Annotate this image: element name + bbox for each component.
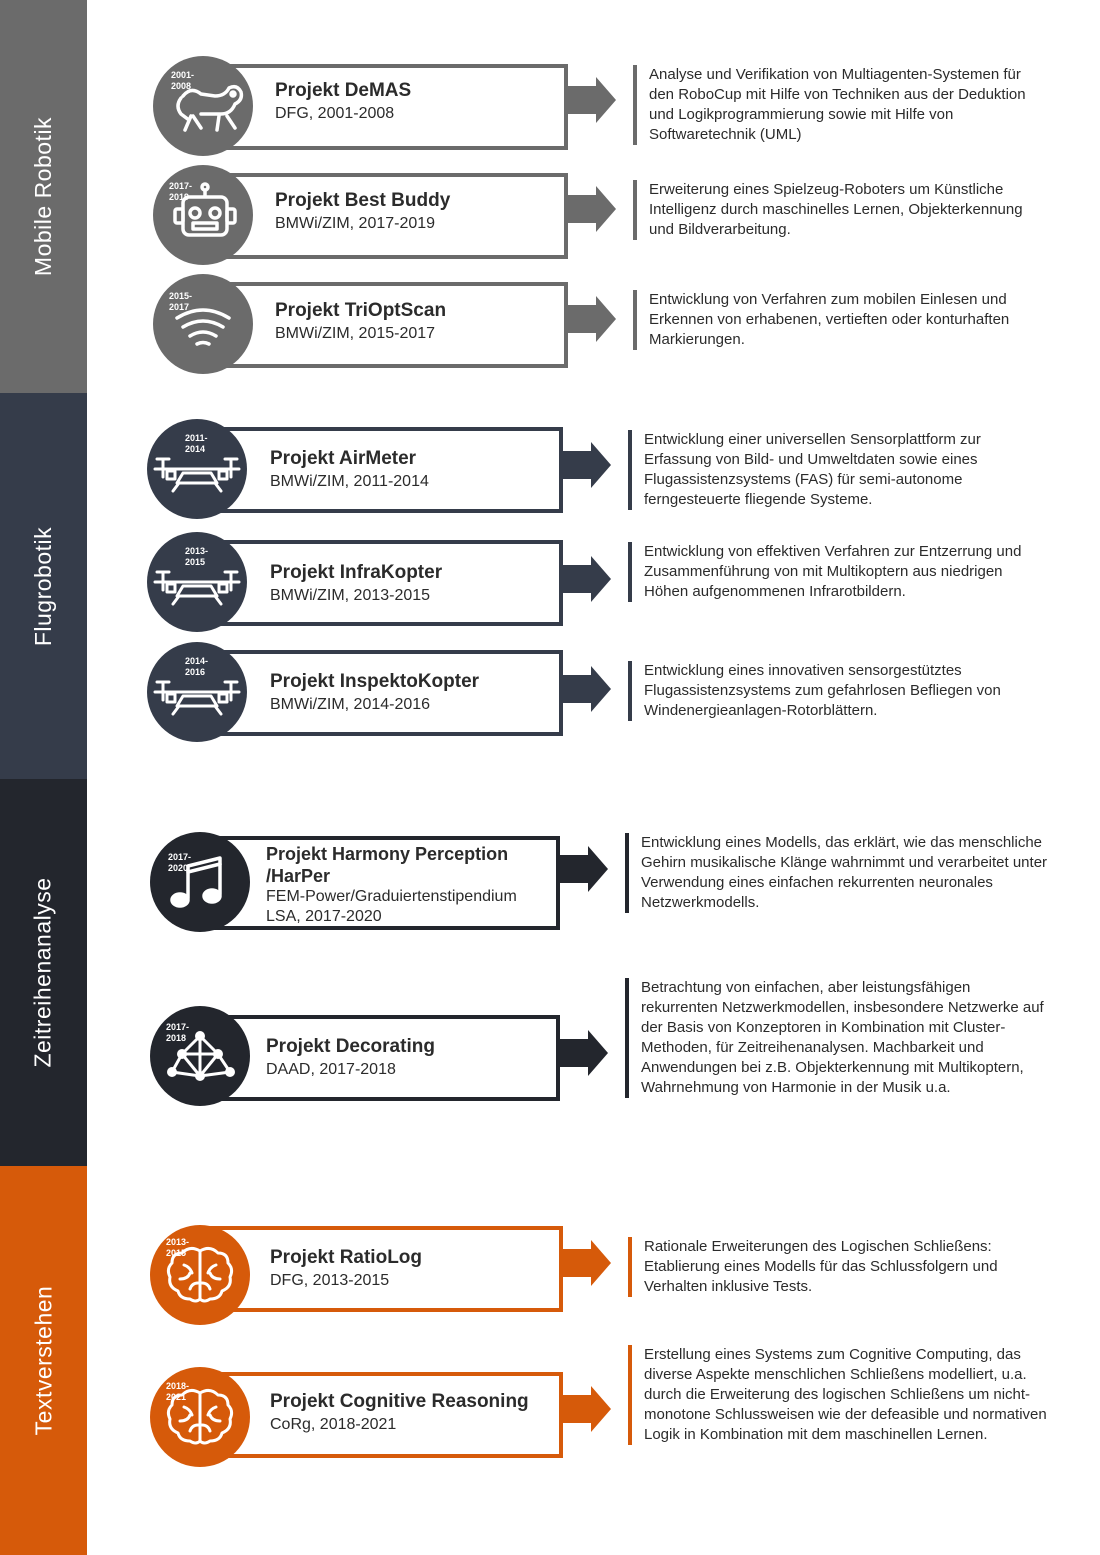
section-label: Zeitreihenanalyse	[30, 877, 56, 1068]
arrow-icon	[561, 1386, 613, 1432]
project-years-end: 2017	[169, 302, 190, 312]
arrow-icon	[561, 442, 613, 488]
project-title: Projekt Decorating	[266, 1036, 435, 1057]
project-years-end: 2015	[166, 1248, 187, 1258]
project-years-start: 2013-	[166, 1237, 190, 1247]
project-years-start: 2017-	[169, 181, 193, 191]
project-subtitle: BMWi/ZIM, 2014-2016	[270, 696, 431, 713]
arrow-icon	[561, 1240, 613, 1286]
section-band-textverstehen	[0, 1166, 87, 1555]
project-description: Entwicklung von effektiven Verfahren zur Entzerrung und Zusammenführung von mit Multikoptern aus niedrigen Höhen aufgenommenen Infrarotbildern.	[628, 542, 1048, 602]
project-subtitle: DFG, 2001-2008	[275, 105, 395, 122]
project-description: Analyse und Verifikation von Multiagenten-Systemen für den RoboCup mit Hilfe von Techniken aus der Deduktion und Logikprogrammierung sowie mit Hilfe von Softwaretechnik (UML)	[633, 65, 1048, 145]
project-title-line2: /HarPer	[266, 866, 331, 886]
project-subtitle: BMWi/ZIM, 2017-2019	[275, 215, 436, 232]
section-label: Mobile Robotik	[30, 116, 57, 277]
project-icon-circle	[153, 56, 253, 156]
project-description: Rationale Erweiterungen des Logischen Schließens: Etablierung eines Modells für das Schlussfolgern und Verhalten inklusive Tests.	[628, 1237, 1048, 1297]
project-title: Projekt Harmony Perception	[266, 844, 509, 864]
music-notes-icon	[150, 832, 250, 932]
project-title: Projekt TriOptScan	[275, 300, 447, 321]
project-description: Erstellung eines Systems zum Cognitive Computing, das diverse Aspekte menschlichen Schließens modelliert, u.a. durch die Erweiterung des logischen Schließens um nicht-monotone Schlussweisen wie der defeasible und normativen Logik in Kombination mit dem maschinellen Lernen.	[628, 1345, 1048, 1445]
project-years-end: 2014	[185, 444, 206, 454]
project-years-start: 2015-	[169, 291, 193, 301]
project-title: Projekt Best Buddy	[275, 190, 451, 211]
arrow-icon	[561, 556, 613, 602]
project-title: Projekt InspektoKopter	[270, 671, 480, 692]
section-label: Flugrobotik	[30, 526, 56, 646]
signal-waves-icon	[153, 274, 253, 374]
project-icon-circle	[150, 832, 250, 932]
project-icon-circle	[150, 1225, 250, 1325]
section-band-zeitreihenanalyse	[0, 779, 87, 1166]
project-title: Projekt InfraKopter	[270, 562, 443, 583]
project-years-end: 2015	[185, 557, 206, 567]
arrow-icon	[566, 296, 618, 342]
project-years-start: 2017-	[166, 1022, 190, 1032]
project-subtitle: BMWi/ZIM, 2013-2015	[270, 587, 431, 604]
project-title: Projekt Cognitive Reasoning	[270, 1391, 529, 1412]
project-years-end: 2019	[169, 192, 190, 202]
brain-icon	[150, 1367, 250, 1467]
arrow-icon	[561, 666, 613, 712]
project-icon-circle	[147, 532, 247, 632]
arrow-icon	[558, 1030, 610, 1076]
project-subtitle: DFG, 2013-2015	[270, 1272, 390, 1289]
project-icon-circle	[147, 642, 247, 742]
project-subtitle: DAAD, 2017-2018	[266, 1061, 396, 1078]
project-icon-circle	[153, 165, 253, 265]
project-icon-circle	[147, 419, 247, 519]
project-years-end: 2016	[185, 667, 206, 677]
project-title: Projekt AirMeter	[270, 448, 417, 469]
project-years-end: 2008	[171, 81, 192, 91]
section-band-flugrobotik	[0, 393, 87, 779]
project-box	[205, 1226, 563, 1312]
project-subtitle: BMWi/ZIM, 2011-2014	[270, 473, 429, 490]
arrow-icon	[566, 186, 618, 232]
project-subtitle: BMWi/ZIM, 2015-2017	[275, 325, 436, 342]
project-subtitle: FEM-Power/Graduiertenstipendium	[266, 888, 517, 905]
project-subtitle: CoRg, 2018-2021	[270, 1416, 397, 1433]
robot-face-icon	[153, 165, 253, 265]
project-description: Entwicklung einer universellen Sensorplattform zur Erfassung von Bild- und Umweltdaten sowie eines Flugassistenzsystems (FAS) für semi-autonome ferngesteuerte fliegende Systeme.	[628, 430, 1048, 510]
arrow-icon	[558, 846, 610, 892]
project-years-start: 2001-	[171, 70, 195, 80]
project-years-end: 2021	[166, 1392, 187, 1402]
project-title: Projekt DeMAS	[275, 80, 412, 101]
section-label: Textverstehen	[30, 1285, 57, 1436]
project-icon-circle	[150, 1367, 250, 1467]
project-title: Projekt RatioLog	[270, 1247, 423, 1268]
project-years-end: 2020	[168, 863, 189, 873]
project-years-start: 2013-	[185, 546, 209, 556]
project-description: Entwicklung eines Modells, das erklärt, wie das menschliche Gehirn musikalische Klänge wahrnimmt und verarbeitet unter Verwendung eines einfachen rekurrenten neuronales Netzwerkmodells.	[625, 833, 1048, 913]
project-description: Erweiterung eines Spielzeug-Roboters um Künstliche Intelligenz durch maschinelles Lernen, Objekterkennung und Bildverarbeitung.	[633, 180, 1048, 240]
network-icon	[150, 1006, 250, 1106]
project-years-end: 2018	[166, 1033, 187, 1043]
project-box	[202, 1015, 560, 1101]
project-years-start: 2017-	[168, 852, 192, 862]
project-icon-circle	[153, 274, 253, 374]
project-description: Entwicklung von Verfahren zum mobilen Einlesen und Erkennen von erhabenen, vertieften oder konturhaften Markierungen.	[633, 290, 1048, 350]
project-box	[205, 650, 563, 736]
project-description: Betrachtung von einfachen, aber leistungsfähigen rekurrenten Netzwerkmodellen, insbesondere Netzwerke auf der Basis von Konzeptoren in Kombination mit Cluster-Methoden, für Zeitreihenanalysen. Machbarkeit und Anwendungen bei z.B. Objekterkennung mit Multikoptern, Wahrnehmung von Harmonie in der Musik u.a.	[625, 978, 1048, 1098]
project-icon-circle	[150, 1006, 250, 1106]
robot-dog-icon	[153, 56, 253, 156]
project-box	[205, 427, 563, 513]
project-years-start: 2014-	[185, 656, 209, 666]
project-years-start: 2011-	[185, 433, 208, 443]
arrow-icon	[566, 77, 618, 123]
section-band-mobile-robotik	[0, 0, 87, 393]
brain-icon	[150, 1225, 250, 1325]
project-subtitle-line2: LSA, 2017-2020	[266, 908, 382, 925]
project-years-start: 2018-	[166, 1381, 190, 1391]
project-description: Entwicklung eines innovativen sensorgestütztes Flugassistenzsystems zum gefahrlosen Befliegen von Windenergieanlagen-Rotorblättern.	[628, 661, 1048, 721]
